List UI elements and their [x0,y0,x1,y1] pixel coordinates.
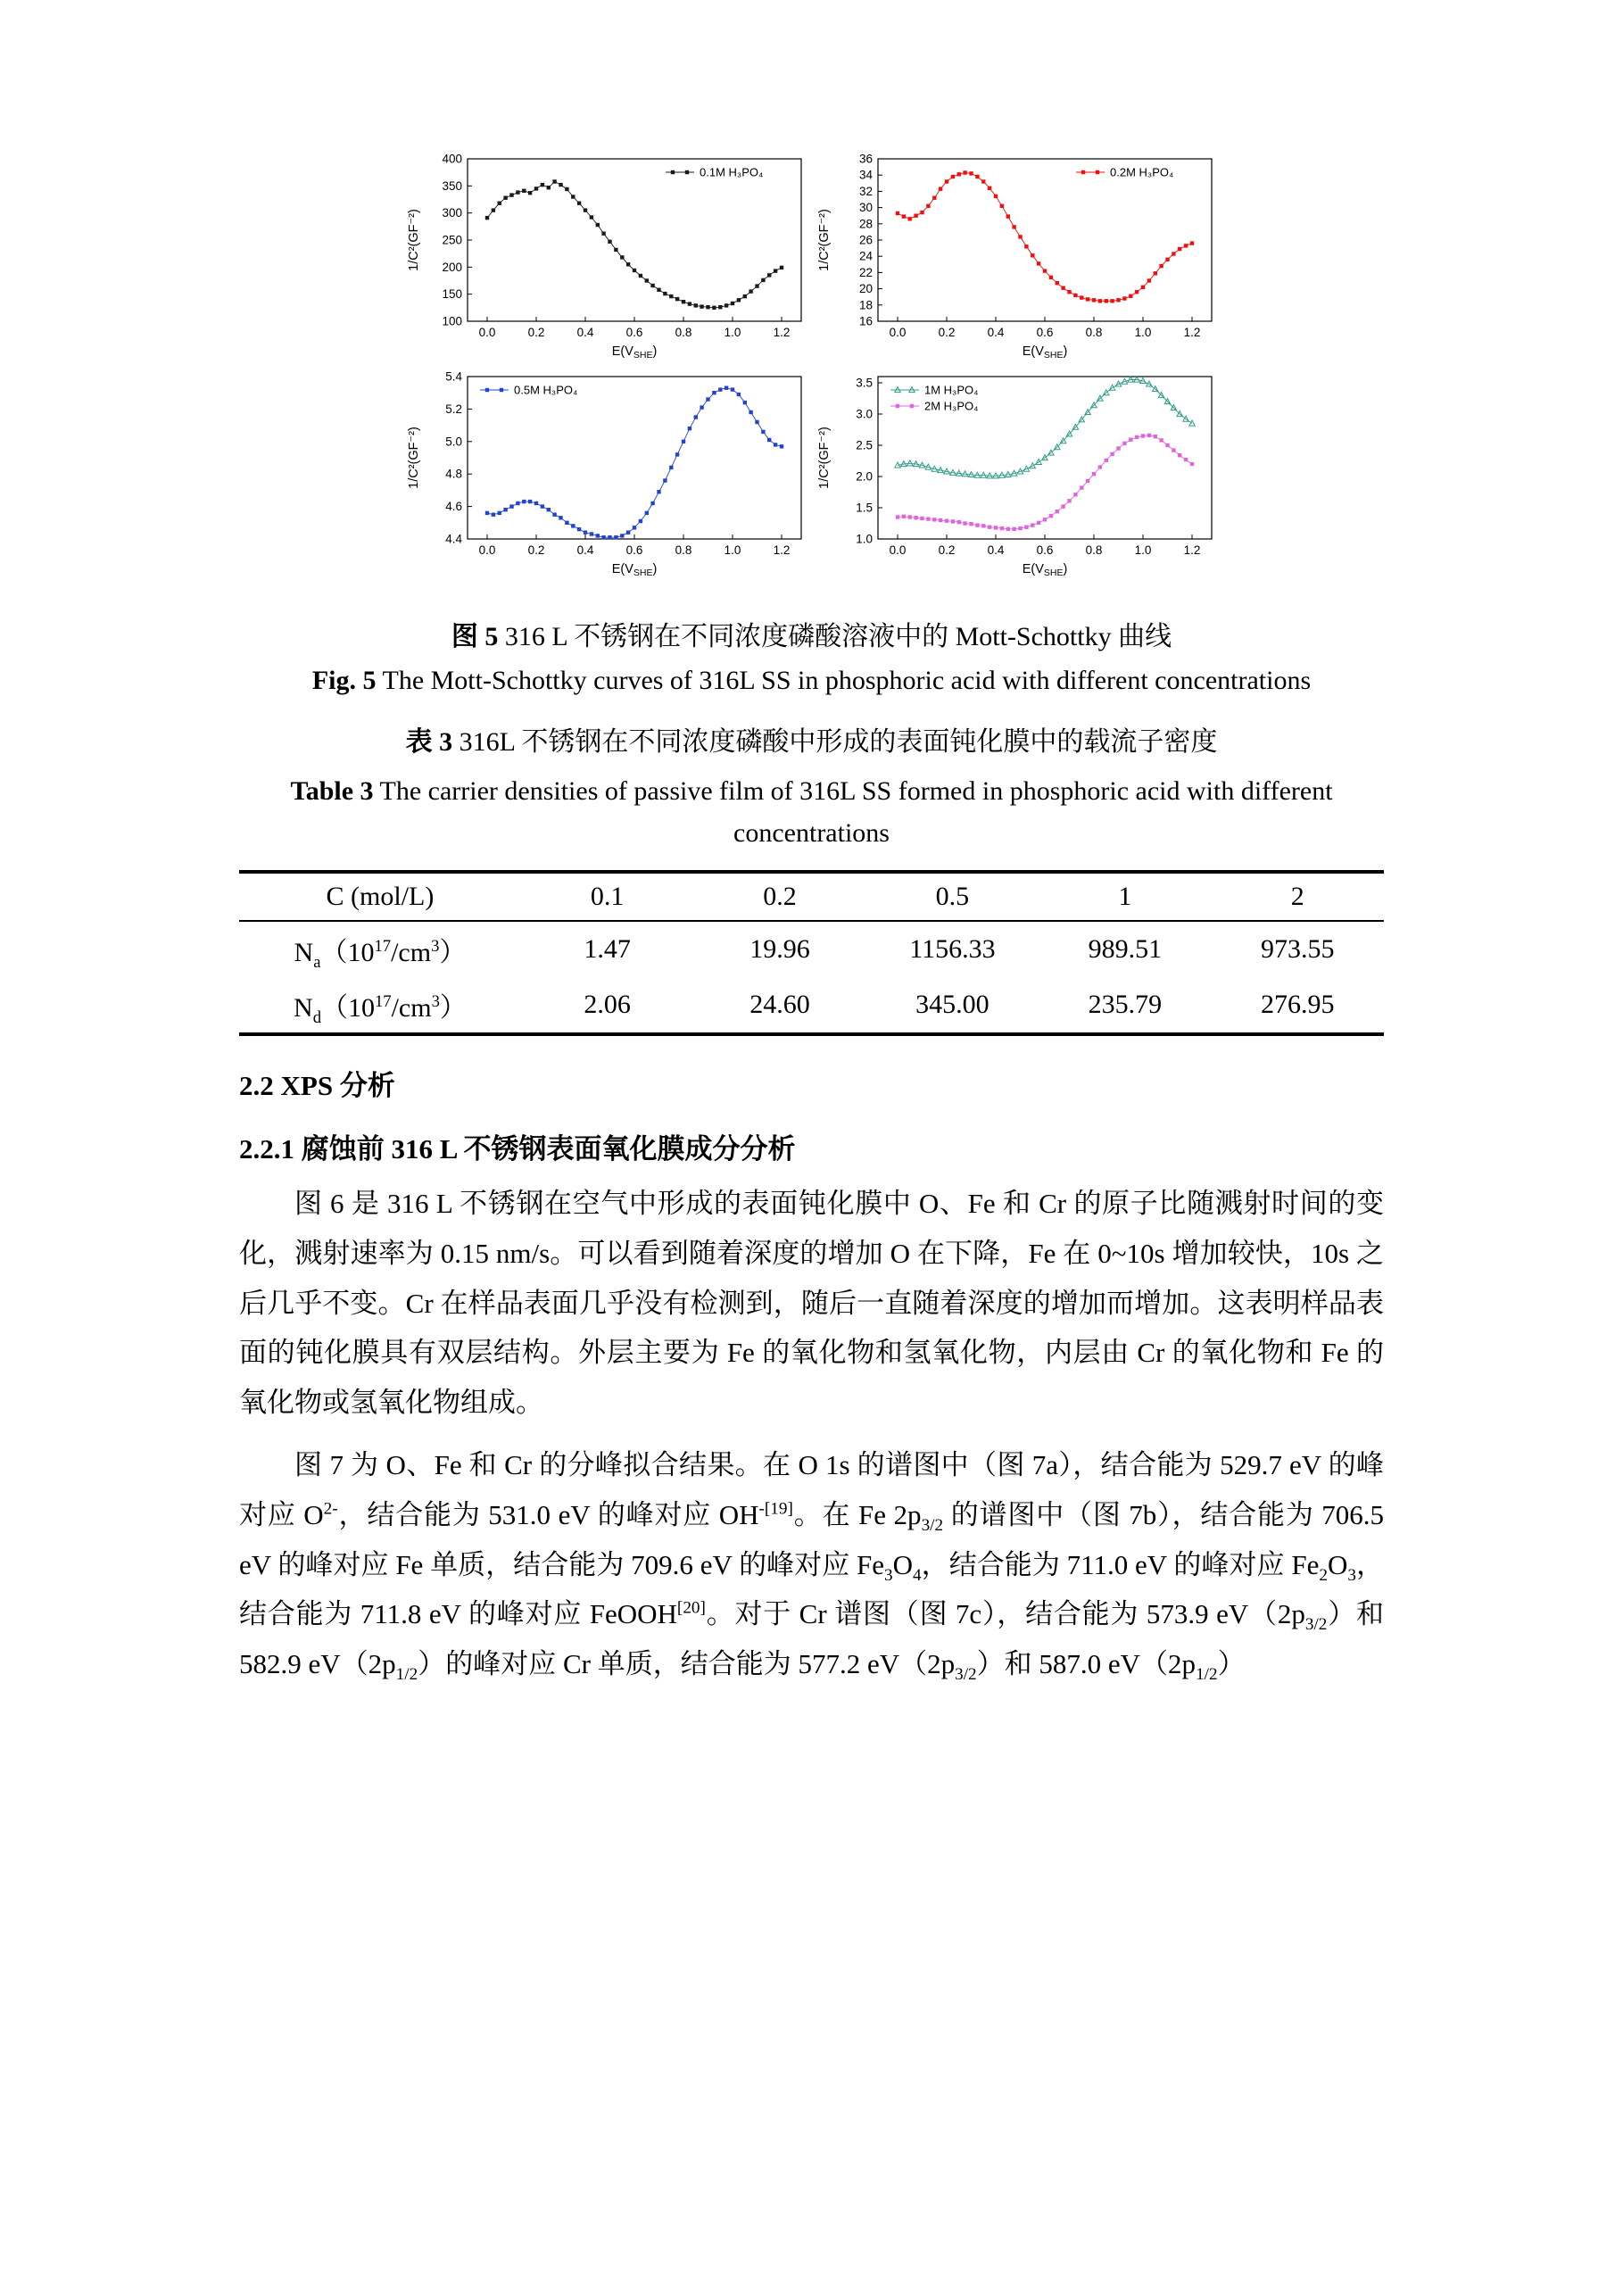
svg-text:0.8: 0.8 [1085,326,1102,339]
row-label-nd: $N_d(10^{17}/cm^3)$ [294,992,467,1027]
table-caption-chinese [239,719,1384,758]
paragraph-sputtering-analysis: 图 6 是 316 L 不锈钢在空气中形成的表面钝化膜中 O、Fe 和 Cr 的原子比随溅射时间的变化，溅射速率为 0.15 nm/s。可以看到随着深度的增加 O 在下降，Fe 在 0~10s 增加较快，10s 之后几乎不变。Cr 在样品表面几乎没有检测到，随后一直随着深度的增加而增加。这表明样品表面的钝化膜具有双层结构。外层主要为 Fe 的氧化物和氢氧化物，内层由 Cr 的氧化物和 Fe 的氧化物或氢氧化物组成。 [239,1188,1384,1419]
svg-text:1.0: 1.0 [724,543,741,557]
na-value: 989.51 [1088,934,1163,964]
svg-text:5.4: 5.4 [444,369,462,384]
svg-text:2.0: 2.0 [855,469,873,484]
svg-text:0.8: 0.8 [675,326,691,339]
svg-text:20: 20 [858,282,873,296]
svg-text:36: 36 [858,152,873,166]
nd-value: 276.95 [1261,990,1335,1019]
svg-text:0.4: 0.4 [576,326,593,339]
svg-text:30: 30 [858,201,873,215]
table-caption-english-label: Table 3 [290,776,374,806]
table-caption-english-line2: concentrations [733,817,890,848]
svg-text:24: 24 [858,249,873,263]
svg-text:1/C²(GF⁻²): 1/C²(GF⁻²) [406,209,421,271]
svg-text:4.6: 4.6 [444,500,462,514]
svg-text:0.6: 0.6 [625,543,642,557]
table-caption-chinese-text: 316L 不锈钢在不同浓度磷酸中形成的表面钝化膜中的载流子密度 [452,727,1218,757]
paragraph-peak-fitting: 图 7 为 O、Fe 和 Cr 的分峰拟合结果。在 O 1s 的谱图中（图 7a），结合能为 529.7 eV 的峰对应 $O^{2-}$，结合能为 531.0 eV 的峰对应 $OH^{-[19]}$。在 Fe $2p_{3/2}$ 的谱图中（图 7b），结合能为 706.5 eV 的峰对应 Fe 单质，结合能为 709.6 eV 的峰对应 $Fe_3O_4$，结合能为 711.0 eV 的峰对应 $Fe_2O_3$，结合能为 711.8 eV 的峰对应 FeOOH[20]。对于 Cr 谱图（图 7c），结合能为 573.9 $eV(2p_{3/2})$和 582.9 $eV(2p_{1/2})$的峰对应 Cr 单质，结合能为 577.2 $eV(2p_{3/2})$和 587.0 $eV(2p_{1/2})$ [239,1448,1385,1685]
svg-text:3.0: 3.0 [855,407,873,421]
svg-text:0.2: 0.2 [938,326,955,339]
svg-text:18: 18 [858,298,873,312]
carrier-density-table [239,870,1384,1036]
table-row-nd [239,977,1384,1034]
table-header-value: 0.1 [590,882,625,911]
na-value: 19.96 [749,934,810,964]
table-row-na [239,921,1384,977]
svg-text:E(VSHE): $E(V_{SHE})$ [1022,344,1067,361]
nd-value: 345.00 [915,990,990,1019]
svg-text:E(VSHE): $E(V_{SHE})$ [611,344,657,361]
svg-text:1.0: 1.0 [1134,326,1151,339]
nd-value: 235.79 [1088,990,1163,1019]
svg-text:400: 400 [441,152,462,166]
svg-text:5.0: 5.0 [444,435,462,449]
table-header-value: 0.2 [763,882,797,911]
svg-text:34: 34 [858,168,873,182]
svg-text:0.2: 0.2 [527,543,544,557]
legend-entry-0.2M H₃PO₄ [1076,166,1173,179]
svg-text:16: 16 [858,314,873,328]
table-header-value: 1 [1118,882,1132,911]
svg-text:E(VSHE): $E(V_{SHE})$ [1022,562,1067,578]
nd-value: 24.60 [749,990,810,1019]
na-value: 973.55 [1261,934,1335,964]
figure-caption-chinese [239,614,1384,653]
table-caption-chinese-label: 表 3 [405,727,453,757]
figure-caption-chinese-text: 316 L 不锈钢在不同浓度磷酸溶液中的 Mott-Schottky 曲线 [498,622,1172,651]
svg-text:350: 350 [441,178,462,193]
legend-entry-1M H₃PO₄ [890,384,978,397]
svg-text:1.2: 1.2 [1183,543,1200,557]
row-label-na: $N_a(10^{17}/cm^3)$ [294,937,467,972]
svg-text:0.8: 0.8 [675,543,691,557]
chart-0.2M-H3PO4 [812,148,1222,366]
svg-text:0.4: 0.4 [987,326,1004,339]
na-value: 1156.33 [909,934,996,964]
series-2M H₃PO₄ [895,434,1193,531]
svg-text:22: 22 [858,265,873,279]
svg-text:150: 150 [441,287,462,302]
series-0.1M H₃PO₄ [484,179,783,310]
svg-text:300: 300 [441,206,462,220]
svg-text:0.0: 0.0 [478,543,495,557]
svg-text:0.4: 0.4 [576,543,593,557]
svg-text:2M H₃PO₄: 2M H₃PO₄ [923,399,978,413]
section-heading-xps: 2.2 XPS 分析 [239,1070,395,1101]
series-0.5M H₃PO₄ [484,383,783,540]
legend-entry-2M H₃PO₄ [890,400,978,413]
svg-text:0.2: 0.2 [938,543,955,557]
mott-schottky-figure [402,148,1222,584]
svg-text:1M H₃PO₄: 1M H₃PO₄ [923,383,978,397]
svg-text:2.5: 2.5 [855,438,873,452]
svg-text:0.5M H₃PO₄: 0.5M H₃PO₄ [513,383,577,397]
svg-text:1.2: 1.2 [773,543,790,557]
svg-text:1.0: 1.0 [724,326,741,339]
figure-caption-english-label: Fig. 5 [311,666,377,695]
svg-text:4.4: 4.4 [444,532,462,546]
svg-text:100: 100 [441,314,462,328]
subsection-heading-oxide-film: 2.2.1 腐蚀前 316 L 不锈钢表面氧化膜成分分析 [239,1133,796,1165]
svg-text:0.0: 0.0 [478,326,495,339]
svg-text:1.2: 1.2 [773,326,790,339]
svg-text:0.6: 0.6 [1036,326,1053,339]
svg-text:5.2: 5.2 [444,402,462,416]
svg-text:250: 250 [441,233,462,247]
series-0.2M H₃PO₄ [895,170,1193,303]
svg-text:0.1M H₃PO₄: 0.1M H₃PO₄ [699,165,763,179]
figure-caption-english [239,666,1384,696]
svg-text:0.0: 0.0 [889,543,906,557]
svg-text:200: 200 [441,260,462,274]
table-caption-english-text: The carrier densities of passive film of 316L SS formed in phosphoric acid with different [373,776,1333,806]
svg-text:28: 28 [858,217,873,231]
svg-text:0.6: 0.6 [1036,543,1053,557]
svg-text:1/C²(GF⁻²): 1/C²(GF⁻²) [816,209,832,271]
na-value: 1.47 [584,934,631,964]
svg-text:0.6: 0.6 [625,326,642,339]
table-header-value: 2 [1290,882,1304,911]
svg-text:1.5: 1.5 [855,501,873,515]
chart-0.1M-H3PO4 [402,148,812,366]
svg-text:0.2M H₃PO₄: 0.2M H₃PO₄ [1109,165,1173,179]
svg-text:0.8: 0.8 [1085,543,1102,557]
svg-text:E(VSHE): $E(V_{SHE})$ [611,562,657,578]
figure-caption-english-text: The Mott-Schottky curves of 316L SS in phosphoric acid with different concentrations [376,666,1312,695]
table-header-value: 0.5 [935,882,970,911]
legend-entry-0.1M H₃PO₄ [666,166,763,179]
table-header-concentration: C (mol/L) [326,882,435,911]
svg-text:1/C²(GF⁻²): 1/C²(GF⁻²) [816,427,832,489]
figure-caption-chinese-label: 图 5 [451,622,499,651]
svg-text:0.2: 0.2 [527,326,544,339]
svg-text:1.0: 1.0 [855,532,873,546]
chart-1M-2M-H3PO4 [812,366,1222,584]
svg-text:26: 26 [858,233,873,247]
chart-0.5M-H3PO4 [402,366,812,584]
svg-text:32: 32 [858,184,873,198]
svg-text:1.2: 1.2 [1183,326,1200,339]
legend-entry-0.5M H₃PO₄ [480,384,577,397]
table-caption-english [239,771,1384,854]
svg-text:1/C²(GF⁻²): 1/C²(GF⁻²) [406,427,421,489]
nd-value: 2.06 [584,990,631,1019]
svg-text:0.4: 0.4 [987,543,1004,557]
table-header-row [239,872,1384,921]
svg-text:1.0: 1.0 [1134,543,1151,557]
svg-text:0.0: 0.0 [889,326,906,339]
svg-text:4.8: 4.8 [444,467,462,481]
svg-text:3.5: 3.5 [855,376,873,390]
